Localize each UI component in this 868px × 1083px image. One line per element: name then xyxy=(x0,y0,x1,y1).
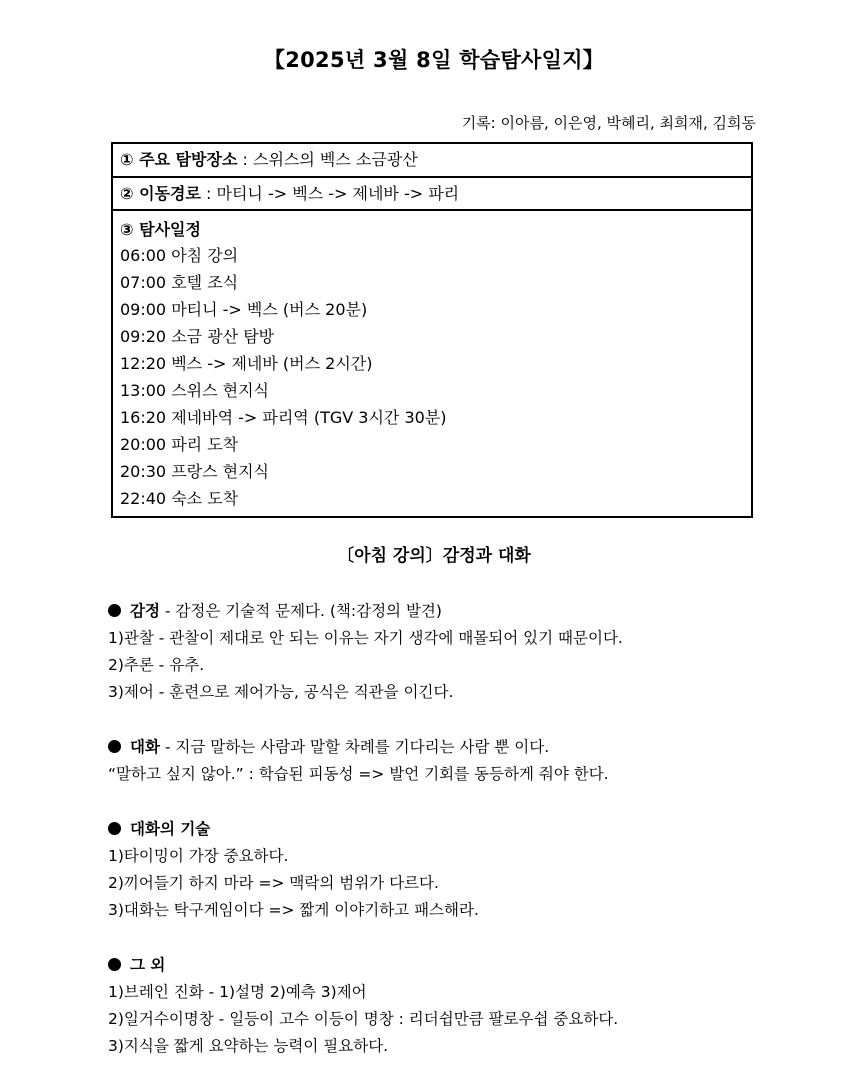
schedule-item: 20:00 파리 도착 xyxy=(120,435,239,454)
place-value: : 스위스의 벡스 소금광산 xyxy=(237,150,418,169)
skill-heading: 대화의 기술 xyxy=(130,820,211,838)
place-row xyxy=(113,144,751,178)
dialogue-heading: 대화 xyxy=(130,738,160,756)
etc-item: 2)일거수이명창 - 일등이 고수 이등이 명창 : 리더쉽만큼 팔로우쉽 중요하다. xyxy=(108,1010,619,1028)
schedule-title: ③ 탐사일정 xyxy=(120,220,201,239)
emotion-text: - 감정은 기술적 문제다. (책:감정의 발견) xyxy=(159,602,442,620)
schedule-item: 07:00 호텔 조식 xyxy=(120,273,239,292)
emotion-heading-line xyxy=(108,598,808,625)
skill-item: 3)대화는 탁구게임이다 => 짧게 이야기하고 패스해라. xyxy=(108,901,479,919)
bullet-icon xyxy=(108,958,121,971)
route-row xyxy=(113,178,751,211)
skill-item: 2)끼어들기 하지 마라 => 맥락의 범위가 다르다. xyxy=(108,874,439,892)
section-title: 〔아침 강의〕감정과 대화 xyxy=(337,546,531,566)
schedule-row xyxy=(113,211,751,516)
schedule-item: 06:00 아침 강의 xyxy=(120,246,239,265)
schedule-item: 09:00 마티니 -> 벡스 (버스 20분) xyxy=(120,300,368,319)
page-title: 【2025년 3월 8일 학습탐사일지】 xyxy=(263,48,605,72)
bullet-icon xyxy=(108,604,121,617)
recorders-line: 기록: 이아름, 이은영, 박혜리, 최희재, 김희동 xyxy=(461,114,756,132)
skill-heading-line xyxy=(108,816,808,843)
dialogue-text: - 지금 말하는 사람과 말할 차례를 기다리는 사람 뿐 이다. xyxy=(159,738,550,756)
emotion-heading: 감정 xyxy=(130,602,160,620)
schedule-item: 20:30 프랑스 현지식 xyxy=(120,462,270,481)
schedule-item: 12:20 벡스 -> 제네바 (버스 2시간) xyxy=(120,354,373,373)
emotion-item: 2)추론 - 유추. xyxy=(108,656,205,674)
schedule-item: 13:00 스위스 현지식 xyxy=(120,381,270,400)
etc-item: 3)지식을 짧게 요약하는 능력이 필요하다. xyxy=(108,1037,389,1055)
emotion-item: 1)관찰 - 관찰이 제대로 안 되는 이유는 자기 생각에 매몰되어 있기 때문이다. xyxy=(108,629,623,647)
info-box xyxy=(111,142,753,518)
etc-heading-line xyxy=(108,952,808,979)
bullet-icon xyxy=(108,740,121,753)
bullet-icon xyxy=(108,822,121,835)
dialogue-heading-line xyxy=(108,734,808,761)
skill-item: 1)타이밍이 가장 중요하다. xyxy=(108,847,289,865)
schedule-item: 22:40 숙소 도착 xyxy=(120,489,239,508)
route-value: : 마티니 -> 벡스 -> 제네바 -> 파리 xyxy=(200,184,460,203)
emotion-item: 3)제어 - 훈련으로 제어가능, 공식은 직관을 이긴다. xyxy=(108,683,454,701)
etc-item: 1)브레인 진화 - 1)설명 2)예측 3)제어 xyxy=(108,983,367,1001)
schedule-item: 16:20 제네바역 -> 파리역 (TGV 3시간 30분) xyxy=(120,408,447,427)
etc-heading: 그 외 xyxy=(130,956,166,974)
lecture-notes xyxy=(108,598,808,1060)
dialogue-item: “말하고 싶지 않아.” : 학습된 피동성 => 발언 기회를 동등하게 줘야 한다. xyxy=(108,765,609,783)
schedule-item: 09:20 소금 광산 탐방 xyxy=(120,327,275,346)
place-label: ① 주요 탐방장소 xyxy=(120,150,238,169)
route-label: ② 이동경로 xyxy=(120,184,201,203)
